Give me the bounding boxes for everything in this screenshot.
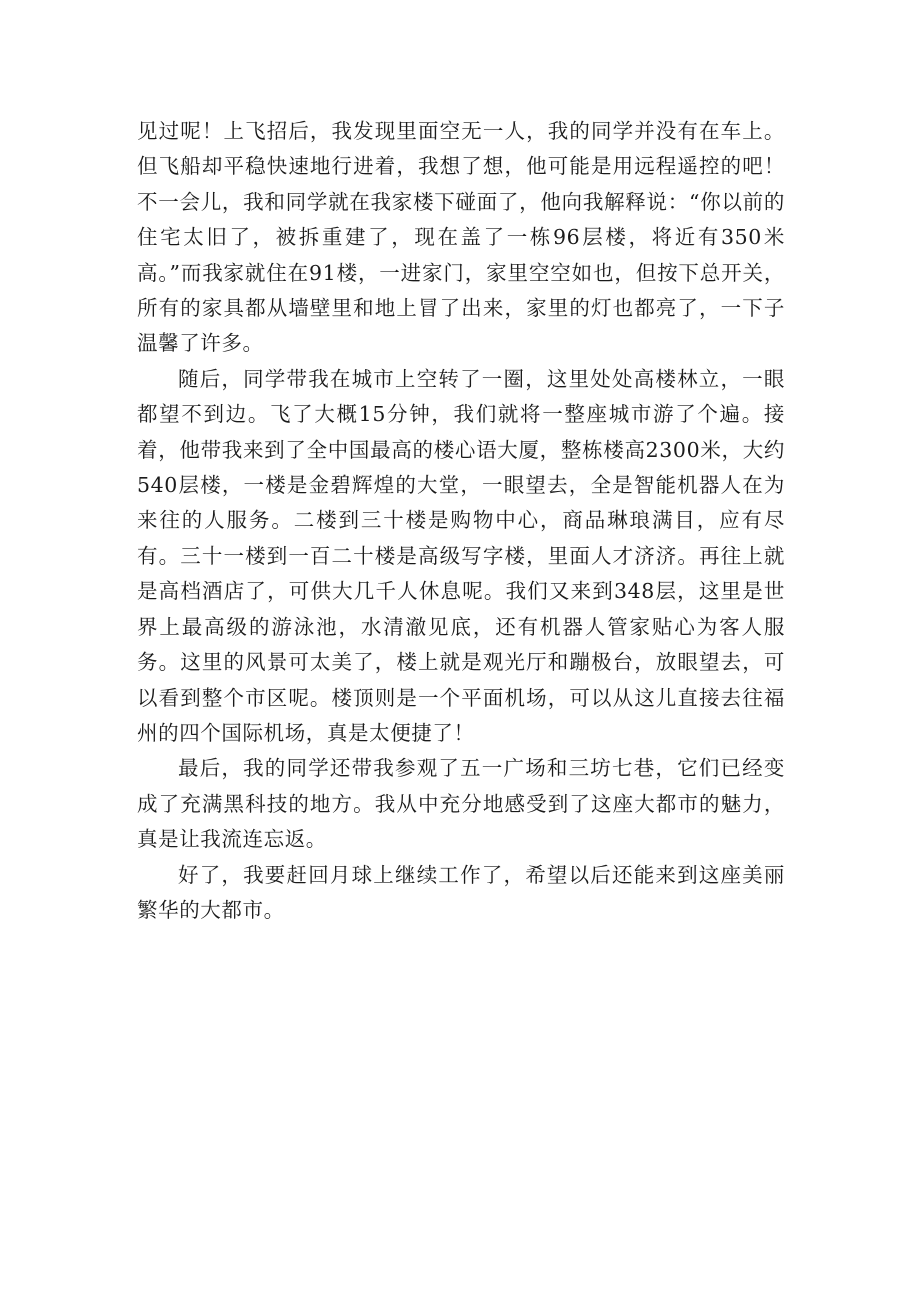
paragraph-2: 随后，同学带我在城市上空转了一圈，这里处处高楼林立，一眼都望不到边。飞了大概15分钟，我们就将一整座城市游了个遍。接着，他带我来到了全中国最高的楼心语大厦，整栋楼高2300米，大约540层楼，一楼是金碧辉煌的大堂，一眼望去，全是智能机器人在为来往的人服务。二楼到三十楼是购物中心，商品琳琅满目，应有尽有。三十一楼到一百二十楼是高级写字楼，里面人才济济。再往上就是高档酒店了，可供大几千人休息呢。我们又来到348层，这里是世界上最高级的游泳池，水清澈见底，还有机器人管家贴心为客人服务。这里的风景可太美了，楼上就是观光厅和蹦极台，放眼望去，可以看到整个市区呢。楼顶则是一个平面机场，可以从这儿直接去往福州的四个国际机场，真是太便捷了！ (137, 366, 785, 745)
paragraph-4: 好了，我要赶回月球上继续工作了，希望以后还能来到这座美丽繁华的大都市。 (137, 862, 785, 922)
paragraph-3: 最后，我的同学还带我参观了五一广场和三坊七巷，它们已经变成了充满黑科技的地方。我从中充分地感受到了这座大都市的魅力，真是让我流连忘返。 (137, 756, 785, 852)
paragraph-1: 见过呢！上飞招后，我发现里面空无一人，我的同学并没有在车上。但飞船却平稳快速地行进着，我想了想，他可能是用远程遥控的吧！不一会儿，我和同学就在我家楼下碰面了，他向我解释说：“你以前的住宅太旧了，被拆重建了，现在盖了一栋96层楼，将近有350米高。”而我家就住在91楼，一进家门，家里空空如也，但按下总开关，所有的家具都从墙壁里和地上冒了出来，家里的灯也都亮了，一下子温馨了许多。 (137, 119, 785, 356)
document-body (137, 114, 785, 928)
